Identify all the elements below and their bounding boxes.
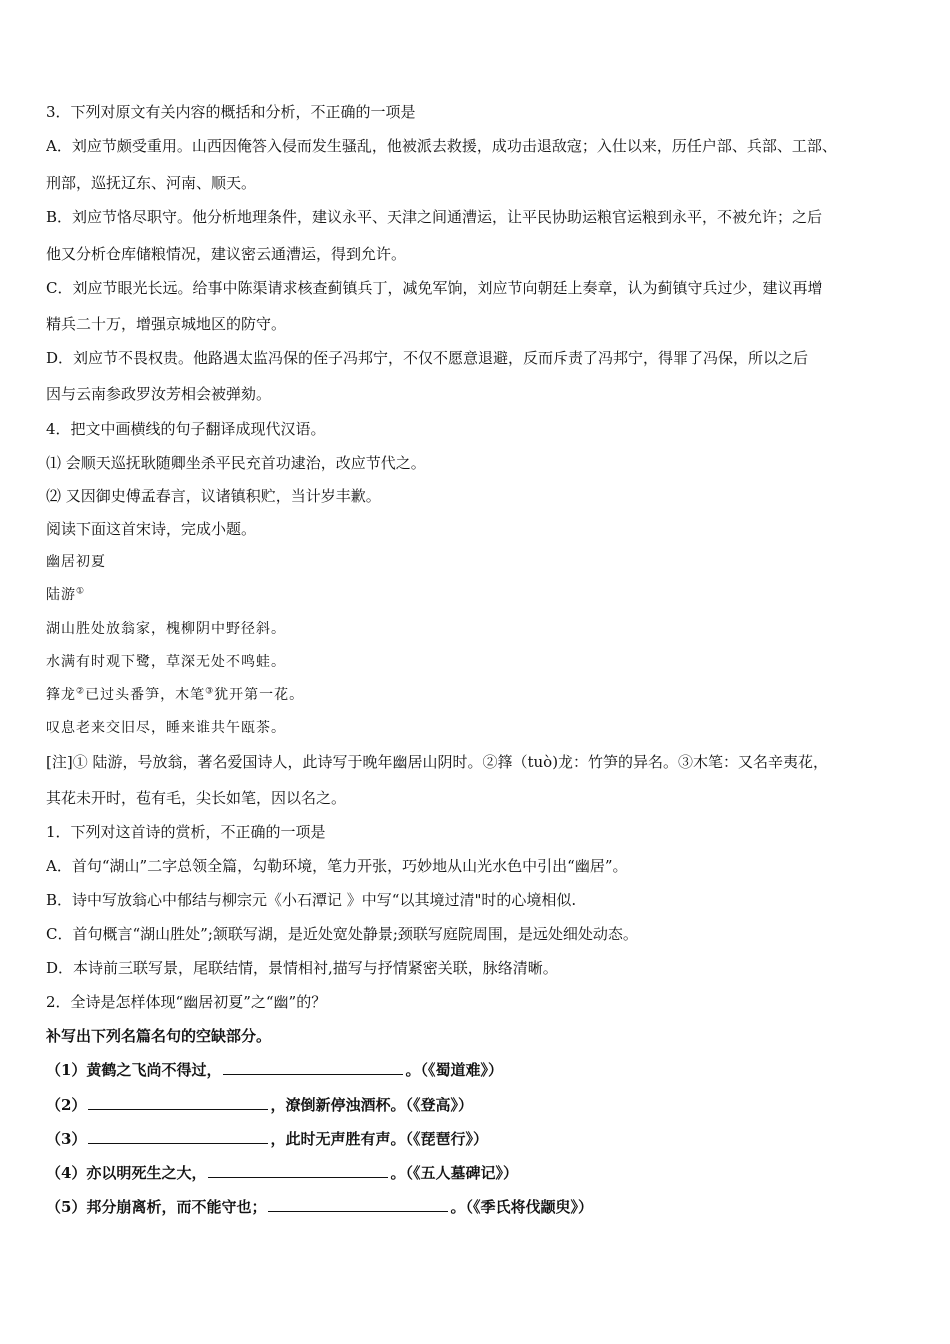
fill-item-4-prefix: （4）亦以明死生之大， [46, 1164, 207, 1182]
poem-question-2-stem: 2．全诗是怎样体现“幽居初夏”之“幽”的？ [46, 993, 327, 1011]
blank-line[interactable] [208, 1163, 388, 1178]
option-a-line1: A．刘应节颇受重用。山西因俺答入侵而发生骚乱，他被派去救援，成功击退敌寇；入仕以来，历任户部、兵部、工部、 [46, 137, 837, 155]
question-4-stem: 4．把文中画横线的句子翻译成现代汉语。 [46, 420, 326, 438]
note-mark-2: ② [76, 686, 86, 697]
fill-in-heading: 补写出下列名篇名句的空缺部分。 [46, 1027, 272, 1045]
poem-line-2: 水满有时观下鹭，草深无处不鸣蛙。 [46, 654, 286, 670]
option-d-line2: 因与云南参政罗汝芳相会被弹劾。 [46, 385, 272, 403]
translate-sentence-2: ⑵ 又因御史傅孟春言，议诸镇积贮，当计岁丰歉。 [46, 487, 381, 505]
fill-item-5-prefix: （5）邦分崩离析，而不能守也； [46, 1198, 267, 1216]
fill-item-4-suffix: 。（《五人墓碑记》） [390, 1164, 518, 1182]
option-c-line2: 精兵二十万，增强京城地区的防守。 [46, 315, 287, 333]
poem-author [46, 585, 916, 605]
poem-line-3 [46, 685, 916, 705]
poem-question-1-stem: 1．下列对这首诗的赏析，不正确的一项是 [46, 823, 326, 841]
poem-line-3-part3: 犹开第一花。 [214, 687, 305, 703]
fill-item-1 [46, 1060, 916, 1080]
author-name: 陆游 [46, 587, 76, 603]
blank-line[interactable] [88, 1095, 268, 1110]
poem-option-b: B．诗中写放翁心中郁结与柳宗元《小石潭记 》中写“以其境过清"时的心境相似. [46, 891, 577, 909]
blank-line[interactable] [268, 1197, 448, 1212]
poem-line-1: 湖山胜处放翁家，槐柳阴中野径斜。 [46, 621, 286, 637]
fill-item-5-suffix: 。（《季氏将伐颛臾》） [450, 1198, 593, 1216]
poem-intro: 阅读下面这首宋诗，完成小题。 [46, 520, 257, 538]
fill-item-3 [46, 1129, 916, 1149]
note-mark-3: ③ [205, 686, 215, 697]
poem-line-3-part2: 已过头番笋，木笔 [85, 687, 206, 703]
poem-note-line2: 其花未开时，苞有毛，尖长如笔，因以名之。 [46, 789, 347, 807]
poem-note-line1: [注]① 陆游，号放翁，著名爱国诗人，此诗写于晚年幽居山阴时。②箨（tuò)龙：竹笋的异名。③木笔：又名辛夷花， [46, 753, 829, 771]
poem-option-c: C．首句概言“湖山胜处”;颔联写湖，是近处宽处静景;颈联写庭院周围，是远处细处动态。 [46, 925, 638, 943]
blank-line[interactable] [88, 1129, 268, 1144]
fill-item-2-prefix: （2） [46, 1096, 87, 1114]
option-d-line1: D．刘应节不畏权贵。他路遇太监冯保的侄子冯邦宁，不仅不愿意退避，反而斥责了冯邦宁，得罪了冯保，所以之后 [46, 349, 809, 367]
fill-item-2 [46, 1095, 916, 1115]
poem-option-a: A．首句“湖山”二字总领全篇，勾勒环境，笔力开张，巧妙地从山光水色中引出“幽居”。 [46, 857, 628, 875]
option-a-line2: 刑部，巡抚辽东、河南、顺天。 [46, 174, 257, 192]
author-note-mark: ① [76, 586, 86, 597]
blank-line[interactable] [223, 1060, 403, 1075]
translate-sentence-1: ⑴ 会顺天巡抚耿随卿坐杀平民充首功逮治，改应节代之。 [46, 454, 426, 472]
poem-line-4: 叹息老来交旧尽，睡来谁共午瓯茶。 [46, 720, 286, 736]
fill-item-2-suffix: ，潦倒新停浊酒杯。（《登高》） [270, 1096, 473, 1114]
fill-item-3-prefix: （3） [46, 1130, 87, 1148]
poem-option-d: D．本诗前三联写景，尾联结情，景情相衬,描写与抒情紧密关联，脉络清晰。 [46, 959, 558, 977]
fill-item-1-suffix: 。（《蜀道难》） [405, 1061, 503, 1079]
fill-item-4 [46, 1163, 916, 1183]
fill-item-5 [46, 1197, 916, 1217]
poem-line-3-part1: 箨龙 [46, 687, 76, 703]
option-b-line1: B．刘应节恪尽职守。他分析地理条件，建议永平、天津之间通漕运，让平民协助运粮官运粮到永平，不被允许；之后 [46, 208, 823, 226]
poem-title: 幽居初夏 [46, 554, 106, 570]
fill-item-3-suffix: ，此时无声胜有声。（《琵琶行》） [270, 1130, 488, 1148]
question-3-stem: 3．下列对原文有关内容的概括和分析，不正确的一项是 [46, 103, 416, 121]
option-b-line2: 他又分析仓库储粮情况，建议密云通漕运，得到允许。 [46, 245, 407, 263]
option-c-line1: C．刘应节眼光长远。给事中陈渠请求核查蓟镇兵丁，减免军饷，刘应节向朝廷上奏章，认为蓟镇守兵过少，建议再增 [46, 279, 823, 297]
fill-item-1-prefix: （1）黄鹤之飞尚不得过， [46, 1061, 222, 1079]
